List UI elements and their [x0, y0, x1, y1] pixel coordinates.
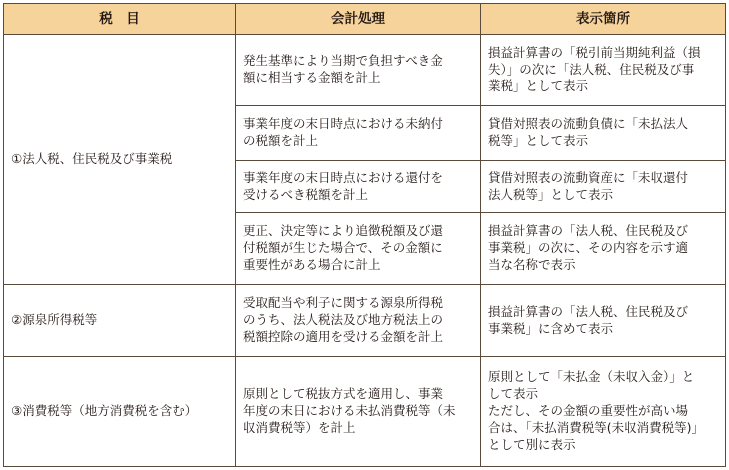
treatment-cell: 事業年度の末日時点における未納付 の税額を計上 — [236, 106, 481, 161]
table-row — [4, 357, 726, 467]
header-accounting-treatment: 会計処理 — [236, 4, 481, 35]
treatment-cell: 事業年度の末日時点における還付を 受けるべき税額を計上 — [236, 161, 481, 213]
display-cell: 貸借対照表の流動資産に「未収還付 法人税等」として表示 — [481, 161, 726, 213]
treatment-cell: 原則として税抜方式を適用し、事業 年度の末日における未払消費税等（未 収消費税等）を計上 — [236, 357, 481, 467]
display-cell: 損益計算書の「税引前当期純利益（損 失）」の次に「法人税、住民税及び事 業税」として表示 — [481, 35, 726, 106]
category-consumption-tax: ③消費税等（地方消費税を含む） — [4, 357, 236, 467]
tax-accounting-table — [3, 3, 726, 467]
treatment-cell: 発生基準により当期で負担すべき金 額に相当する金額を計上 — [236, 35, 481, 106]
category-corporate-tax: ①法人税、住民税及び事業税 — [4, 35, 236, 285]
treatment-cell: 受取配当や利子に関する源泉所得税 のうち、法人税法及び地方税法上の 税額控除の適用を受ける金額を計上 — [236, 285, 481, 357]
display-cell: 損益計算書の「法人税、住民税及び 事業税」の次に、その内容を示す適 当な名称で表示 — [481, 213, 726, 285]
header-tax-item: 税 目 — [4, 4, 236, 35]
display-cell: 損益計算書の「法人税、住民税及び 事業税」に含めて表示 — [481, 285, 726, 357]
display-cell: 貸借対照表の流動負債に「未払法人 税等」として表示 — [481, 106, 726, 161]
category-withholding-tax: ②源泉所得税等 — [4, 285, 236, 357]
treatment-cell: 更正、決定等により追徴税額及び還 付税額が生じた場合で、その金額に 重要性がある場合に計上 — [236, 213, 481, 285]
table-row — [4, 285, 726, 357]
header-row — [4, 4, 726, 35]
display-cell: 原則として「未払金（未収入金）」と して表示 ただし、その金額の重要性が高い場 合は、「未払消費税等(未収消費税等)」 として別に表示 — [481, 357, 726, 467]
header-display-location: 表示箇所 — [481, 4, 726, 35]
table-row — [4, 35, 726, 106]
